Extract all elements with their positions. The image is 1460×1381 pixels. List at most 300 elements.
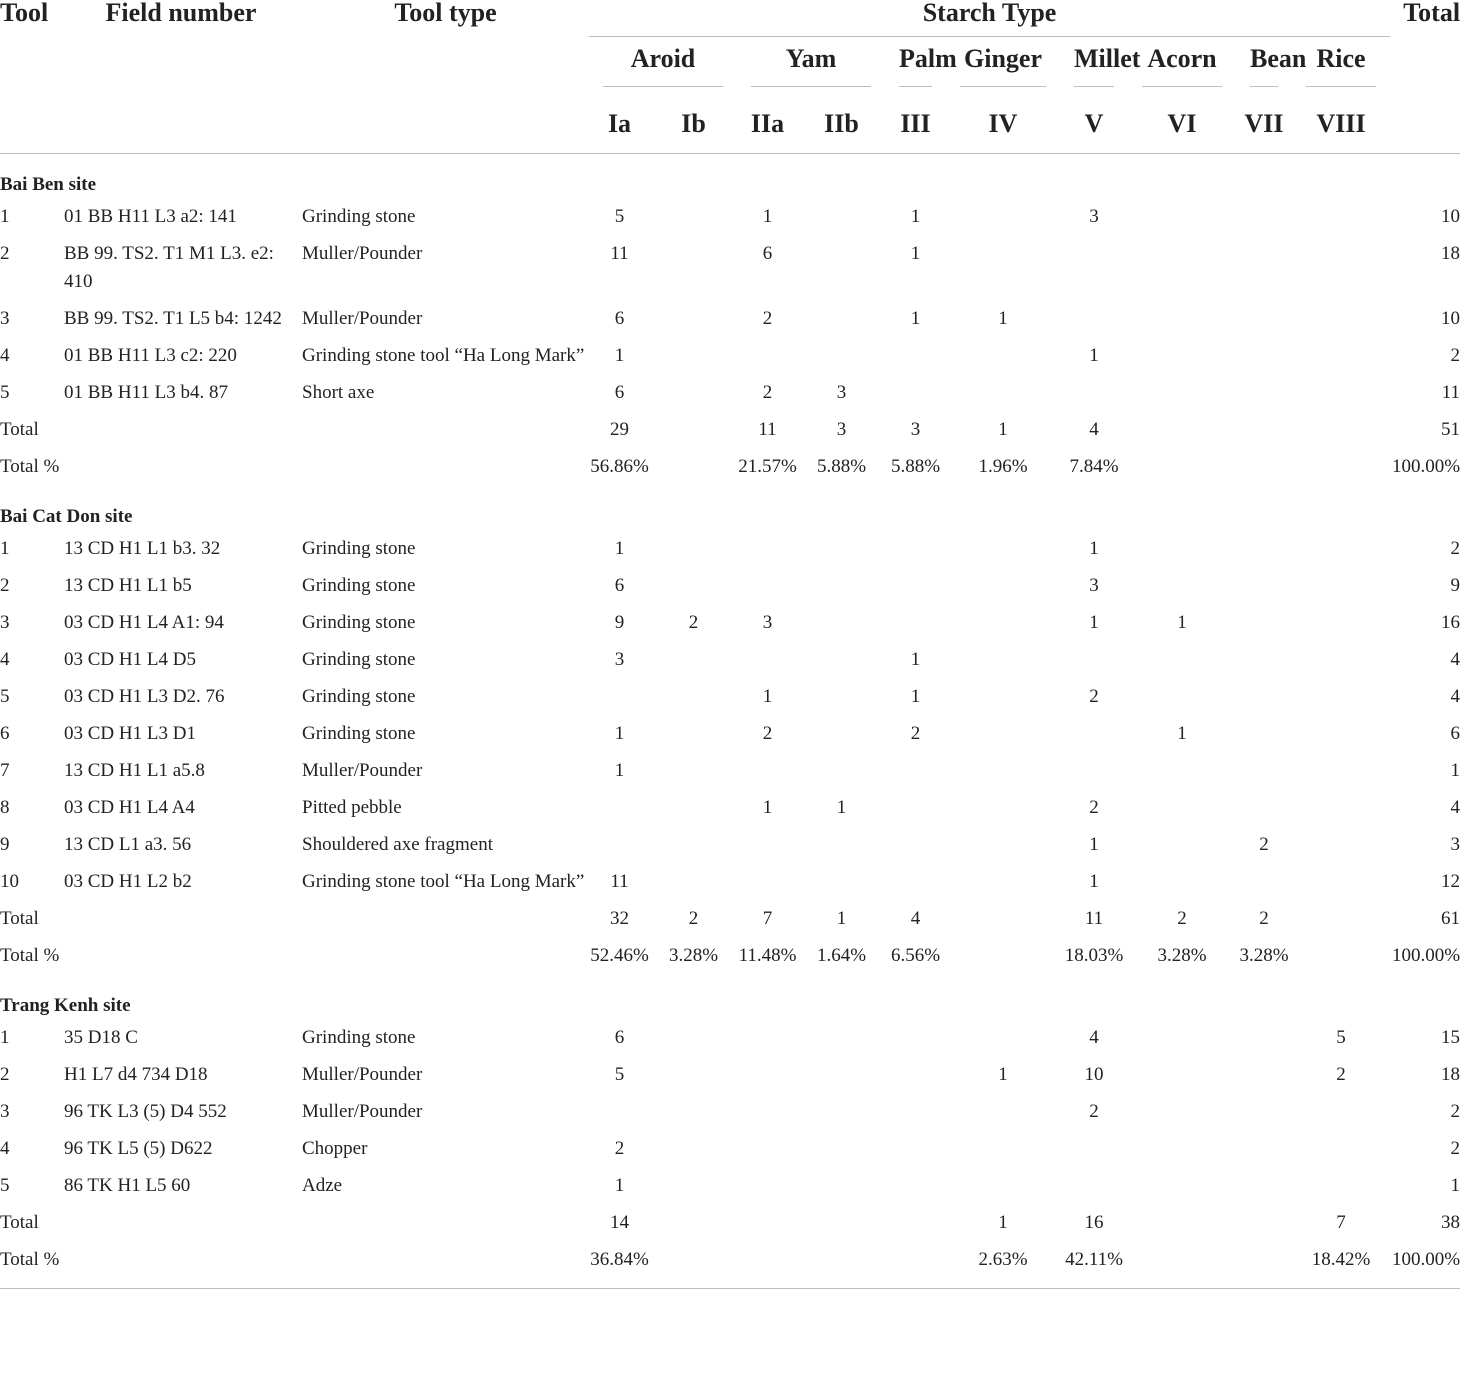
table-header	[0, 0, 1460, 154]
tool-type: Grinding stone	[302, 723, 416, 744]
count-cell	[737, 1131, 798, 1168]
count-cell	[1292, 236, 1390, 301]
total-cell: 32	[610, 908, 629, 929]
table-row	[0, 1020, 1460, 1057]
row-total: 4	[1450, 797, 1460, 818]
count-cell: 11	[610, 871, 629, 892]
count-cell: 1	[910, 308, 921, 329]
percent-cell	[650, 1242, 737, 1289]
percent-cell: 21.57%	[738, 456, 797, 477]
tool-number: 4	[0, 649, 10, 670]
total-cell	[1236, 1205, 1292, 1242]
count-cell	[1236, 568, 1292, 605]
field-number: 01 BB H11 L3 c2: 220	[64, 345, 237, 366]
field-number: 03 CD H1 L3 D2. 76	[64, 686, 225, 707]
count-cell	[885, 1094, 946, 1131]
count-cell	[1292, 199, 1390, 236]
tool-number: 5	[0, 382, 10, 403]
count-cell: 2	[910, 723, 921, 744]
row-total: 1	[1450, 760, 1460, 781]
field-number: 03 CD H1 L4 D5	[64, 649, 196, 670]
percent-cell: 3.28%	[1239, 945, 1289, 966]
count-cell	[798, 1094, 885, 1131]
percent-label: Total %	[0, 1242, 589, 1289]
percent-cell: 5.88%	[890, 456, 941, 477]
count-cell	[1060, 753, 1128, 790]
total-cell: 4	[1089, 419, 1099, 440]
total-cell	[737, 1205, 798, 1242]
row-total: 6	[1450, 723, 1460, 744]
tool-type: Shouldered axe fragment	[302, 834, 493, 855]
count-cell	[885, 531, 946, 568]
count-cell	[1292, 301, 1390, 338]
count-cell	[885, 1057, 946, 1094]
count-cell	[737, 338, 798, 375]
count-cell	[798, 199, 885, 236]
count-cell	[1292, 1168, 1390, 1205]
table-row	[0, 1168, 1460, 1205]
count-cell	[1128, 1094, 1236, 1131]
count-cell	[1128, 642, 1236, 679]
tool-type: Grinding stone tool “Ha Long Mark”	[302, 345, 585, 366]
count-cell	[650, 1168, 737, 1205]
count-cell	[737, 753, 798, 790]
count-cell: 1	[762, 686, 773, 707]
total-cell: 3	[910, 419, 921, 440]
count-cell: 9	[614, 612, 625, 633]
count-cell	[1128, 864, 1236, 901]
percent-cell: 3.28%	[1157, 945, 1207, 966]
header-group-ginger: Ginger	[946, 37, 1060, 96]
count-cell	[1292, 790, 1390, 827]
count-cell	[1292, 642, 1390, 679]
total-cell	[885, 1205, 946, 1242]
total-cell: 1	[998, 1212, 1008, 1233]
header-subtype-ia: Ia	[607, 109, 632, 138]
row-total: 12	[1441, 871, 1460, 892]
count-cell	[946, 790, 1060, 827]
count-cell: 6	[614, 1027, 625, 1048]
header-starch-type: Starch Type	[589, 0, 1390, 37]
row-total: 2	[1450, 345, 1460, 366]
count-cell	[798, 716, 885, 753]
count-cell: 1	[910, 206, 921, 227]
table-row	[0, 716, 1460, 753]
row-total: 2	[1450, 538, 1460, 559]
field-number: 13 CD H1 L1 b5	[64, 575, 192, 596]
count-cell: 4	[1089, 1027, 1099, 1048]
percent-sum: 100.00%	[1391, 945, 1460, 966]
count-cell: 3	[614, 649, 625, 670]
header-group-rice: Rice	[1292, 37, 1390, 96]
row-total: 4	[1450, 686, 1460, 707]
header-tool-type: Tool type	[394, 0, 497, 27]
tool-number: 7	[0, 760, 10, 781]
percent-cell	[798, 1242, 885, 1289]
total-cell: 16	[1084, 1212, 1104, 1233]
count-cell	[737, 1057, 798, 1094]
total-cell: 11	[758, 419, 777, 440]
count-cell	[1236, 642, 1292, 679]
field-number: BB 99. TS2. T1 M1 L3. e2: 410	[64, 243, 274, 292]
count-cell: 1	[1177, 723, 1187, 744]
table-row	[0, 864, 1460, 901]
count-cell: 6	[614, 382, 625, 403]
count-cell: 1	[1089, 612, 1099, 633]
count-cell	[798, 531, 885, 568]
count-cell	[737, 642, 798, 679]
count-cell	[798, 1020, 885, 1057]
table-row	[0, 568, 1460, 605]
count-cell	[650, 338, 737, 375]
total-sum: 51	[1441, 419, 1460, 440]
percent-cell	[1292, 449, 1390, 486]
count-cell	[1128, 679, 1236, 716]
count-cell	[946, 716, 1060, 753]
tool-type: Chopper	[302, 1138, 368, 1159]
percent-cell: 2.63%	[946, 1242, 1060, 1289]
count-cell	[1292, 716, 1390, 753]
count-cell	[650, 864, 737, 901]
count-cell	[1236, 338, 1292, 375]
count-cell	[1292, 753, 1390, 790]
percent-label: Total %	[0, 456, 60, 477]
section-total-row	[0, 901, 1460, 938]
table-row	[0, 1094, 1460, 1131]
count-cell: 1	[910, 243, 921, 264]
table-body	[0, 154, 1460, 1289]
count-cell: 3	[762, 612, 773, 633]
table-row	[0, 1057, 1460, 1094]
count-cell	[1292, 375, 1390, 412]
count-cell	[885, 753, 946, 790]
tool-type: Grinding stone	[302, 538, 416, 559]
header-subtype-v: V	[1084, 109, 1104, 138]
percent-cell	[737, 1242, 798, 1289]
header-subtype-vi: VI	[1167, 109, 1197, 138]
count-cell: 1	[910, 649, 921, 670]
count-cell	[1236, 236, 1292, 301]
count-cell	[1292, 605, 1390, 642]
count-cell	[946, 642, 1060, 679]
tool-number: 2	[0, 575, 10, 596]
count-cell	[946, 605, 1060, 642]
row-total: 4	[1450, 649, 1460, 670]
percent-cell	[946, 938, 1060, 975]
section-header	[0, 975, 1460, 1020]
percent-sum: 100.00%	[1390, 1242, 1460, 1289]
total-cell	[1128, 1205, 1236, 1242]
tool-type: Grinding stone	[302, 206, 416, 227]
count-cell	[1236, 531, 1292, 568]
count-cell	[946, 1168, 1060, 1205]
count-cell	[737, 827, 798, 864]
total-cell	[1292, 412, 1390, 449]
tool-number: 5	[0, 686, 10, 707]
table-row	[0, 1131, 1460, 1168]
count-cell: 1	[1177, 612, 1187, 633]
row-total: 11	[1441, 382, 1460, 403]
tool-type: Grinding stone	[302, 1027, 416, 1048]
percent-cell	[1236, 1242, 1292, 1289]
count-cell	[946, 827, 1060, 864]
count-cell	[885, 338, 946, 375]
count-cell	[1128, 1020, 1236, 1057]
count-cell	[798, 679, 885, 716]
count-cell	[589, 790, 650, 827]
row-total: 3	[1450, 834, 1460, 855]
tool-type: Grinding stone	[302, 612, 416, 633]
field-number: 13 CD L1 a3. 56	[64, 834, 192, 855]
count-cell	[1128, 790, 1236, 827]
count-cell	[1236, 605, 1292, 642]
tool-number: 5	[0, 1175, 10, 1196]
count-cell	[946, 753, 1060, 790]
percent-cell	[1128, 449, 1236, 486]
tool-type: Muller/Pounder	[302, 1064, 423, 1085]
count-cell: 1	[910, 686, 921, 707]
section-title: Bai Ben site	[0, 174, 97, 195]
section-header	[0, 486, 1460, 531]
tool-number: 2	[0, 1064, 10, 1085]
count-cell: 1	[762, 797, 773, 818]
header-group-millet: Millet	[1060, 37, 1128, 96]
header-group-yam: Yam	[737, 37, 885, 96]
field-number: 86 TK H1 L5 60	[64, 1175, 191, 1196]
count-cell	[1128, 568, 1236, 605]
row-total: 10	[1441, 308, 1460, 329]
field-number: 96 TK L3 (5) D4 552	[64, 1101, 227, 1122]
count-cell	[1292, 1094, 1390, 1131]
count-cell	[885, 827, 946, 864]
count-cell	[1236, 375, 1292, 412]
count-cell	[885, 568, 946, 605]
count-cell: 2	[1336, 1064, 1346, 1085]
percent-cell: 6.56%	[890, 945, 941, 966]
section-total-row	[0, 412, 1460, 449]
count-cell	[1292, 864, 1390, 901]
field-number: 03 CD H1 L4 A4	[64, 797, 195, 818]
count-cell: 2	[1089, 686, 1099, 707]
total-cell: 11	[1084, 908, 1104, 929]
count-cell	[1128, 753, 1236, 790]
count-cell	[650, 531, 737, 568]
header-subtype-vii: VII	[1244, 109, 1284, 138]
percent-cell: 18.03%	[1064, 945, 1124, 966]
count-cell	[650, 790, 737, 827]
total-label: Total	[0, 908, 39, 929]
tool-type: Grinding stone	[302, 649, 416, 670]
table-row	[0, 605, 1460, 642]
count-cell: 2	[762, 308, 773, 329]
count-cell: 1	[614, 760, 625, 781]
count-cell	[946, 375, 1060, 412]
count-cell	[1292, 679, 1390, 716]
count-cell	[885, 1131, 946, 1168]
count-cell	[1292, 338, 1390, 375]
percent-cell	[1292, 938, 1390, 975]
percent-cell: 18.42%	[1292, 1242, 1390, 1289]
count-cell: 6	[614, 575, 625, 596]
tool-number: 3	[0, 612, 10, 633]
count-cell	[589, 679, 650, 716]
count-cell	[885, 375, 946, 412]
total-cell: 1	[998, 419, 1008, 440]
count-cell: 5	[614, 1064, 625, 1085]
total-cell	[1292, 901, 1390, 938]
tool-number: 10	[0, 871, 19, 892]
count-cell	[1060, 301, 1128, 338]
section-percent-row	[0, 1242, 1460, 1289]
table-row	[0, 199, 1460, 236]
section-title: Trang Kenh site	[0, 995, 131, 1016]
count-cell	[650, 375, 737, 412]
count-cell	[798, 1057, 885, 1094]
percent-sum: 100.00%	[1391, 456, 1460, 477]
header-subtype-iii: III	[900, 109, 931, 138]
percent-cell	[1236, 449, 1292, 486]
count-cell	[1128, 1168, 1236, 1205]
table-row	[0, 531, 1460, 568]
count-cell	[1060, 1131, 1128, 1168]
tool-number: 8	[0, 797, 10, 818]
count-cell: 5	[1336, 1027, 1346, 1048]
field-number: 35 D18 C	[64, 1027, 138, 1048]
tool-type: Pitted pebble	[302, 797, 402, 818]
count-cell	[737, 1094, 798, 1131]
count-cell: 2	[1089, 1101, 1099, 1122]
total-cell: 3	[836, 419, 847, 440]
count-cell	[1128, 1057, 1236, 1094]
count-cell: 6	[762, 243, 773, 264]
count-cell	[1128, 199, 1236, 236]
tool-number: 1	[0, 1027, 10, 1048]
count-cell: 1	[998, 1064, 1008, 1085]
count-cell	[737, 568, 798, 605]
count-cell	[1128, 827, 1236, 864]
count-cell	[798, 568, 885, 605]
total-cell	[1128, 412, 1236, 449]
field-number: 03 CD H1 L4 A1: 94	[64, 612, 224, 633]
field-number: H1 L7 d4 734 D18	[64, 1064, 208, 1085]
count-cell	[946, 199, 1060, 236]
count-cell: 3	[1089, 206, 1099, 227]
count-cell	[798, 301, 885, 338]
count-cell	[1128, 1131, 1236, 1168]
count-cell: 3	[836, 382, 847, 403]
percent-label: Total %	[0, 945, 60, 966]
count-cell	[1060, 375, 1128, 412]
tool-number: 1	[0, 538, 10, 559]
count-cell	[798, 642, 885, 679]
header-group-bean: Bean	[1236, 37, 1292, 96]
tool-type: Grinding stone	[302, 575, 416, 596]
count-cell: 1	[1089, 834, 1099, 855]
count-cell	[650, 1131, 737, 1168]
count-cell	[1128, 375, 1236, 412]
table-row	[0, 790, 1460, 827]
tool-number: 4	[0, 1138, 10, 1159]
count-cell	[798, 753, 885, 790]
count-cell: 2	[762, 382, 773, 403]
count-cell: 5	[614, 206, 625, 227]
table-row	[0, 338, 1460, 375]
count-cell	[650, 716, 737, 753]
tool-type: Short axe	[302, 382, 375, 403]
count-cell: 11	[610, 243, 629, 264]
percent-cell: 42.11%	[1060, 1242, 1128, 1289]
count-cell	[798, 864, 885, 901]
count-cell	[650, 1020, 737, 1057]
count-cell	[1236, 1168, 1292, 1205]
percent-cell: 1.64%	[816, 945, 867, 966]
count-cell	[1128, 531, 1236, 568]
row-total: 18	[1441, 243, 1460, 264]
table-row	[0, 827, 1460, 864]
count-cell	[1236, 716, 1292, 753]
count-cell: 1	[614, 538, 625, 559]
count-cell	[1292, 827, 1390, 864]
count-cell	[1060, 236, 1128, 301]
count-cell: 1	[614, 1175, 625, 1196]
header-field-number: Field number	[105, 0, 257, 27]
row-total: 18	[1441, 1064, 1460, 1085]
count-cell	[1236, 1131, 1292, 1168]
count-cell	[946, 338, 1060, 375]
count-cell	[946, 679, 1060, 716]
count-cell	[650, 679, 737, 716]
total-cell	[650, 412, 737, 449]
count-cell	[1292, 1131, 1390, 1168]
tool-number: 3	[0, 1101, 10, 1122]
count-cell: 1	[762, 206, 773, 227]
count-cell	[1236, 679, 1292, 716]
count-cell	[650, 236, 737, 301]
count-cell	[589, 1094, 650, 1131]
total-sum: 61	[1441, 908, 1460, 929]
count-cell	[798, 236, 885, 301]
total-cell	[650, 1205, 737, 1242]
row-total: 10	[1441, 206, 1460, 227]
count-cell	[650, 827, 737, 864]
count-cell: 2	[1089, 797, 1099, 818]
tool-number: 9	[0, 834, 10, 855]
section-percent-row	[0, 449, 1460, 486]
field-number: 01 BB H11 L3 b4. 87	[64, 382, 228, 403]
field-number: 13 CD H1 L1 a5.8	[64, 760, 205, 781]
count-cell	[1236, 1094, 1292, 1131]
row-total: 1	[1450, 1175, 1460, 1196]
count-cell: 2	[688, 612, 699, 633]
count-cell: 2	[762, 723, 773, 744]
percent-cell: 52.46%	[590, 945, 649, 966]
header-group-palm: Palm	[885, 37, 946, 96]
row-total: 16	[1441, 612, 1460, 633]
total-cell: 7	[1336, 1212, 1346, 1233]
header-subtype-viii: VIII	[1316, 109, 1366, 138]
count-cell: 1	[1089, 538, 1099, 559]
tool-type: Muller/Pounder	[302, 760, 423, 781]
total-cell: 4	[910, 908, 921, 929]
count-cell: 1	[614, 345, 625, 366]
count-cell	[798, 1131, 885, 1168]
count-cell	[650, 753, 737, 790]
total-cell	[1236, 412, 1292, 449]
total-sum: 38	[1441, 1212, 1460, 1233]
percent-cell	[1128, 1242, 1236, 1289]
total-cell	[798, 1205, 885, 1242]
tool-number: 2	[0, 243, 10, 264]
